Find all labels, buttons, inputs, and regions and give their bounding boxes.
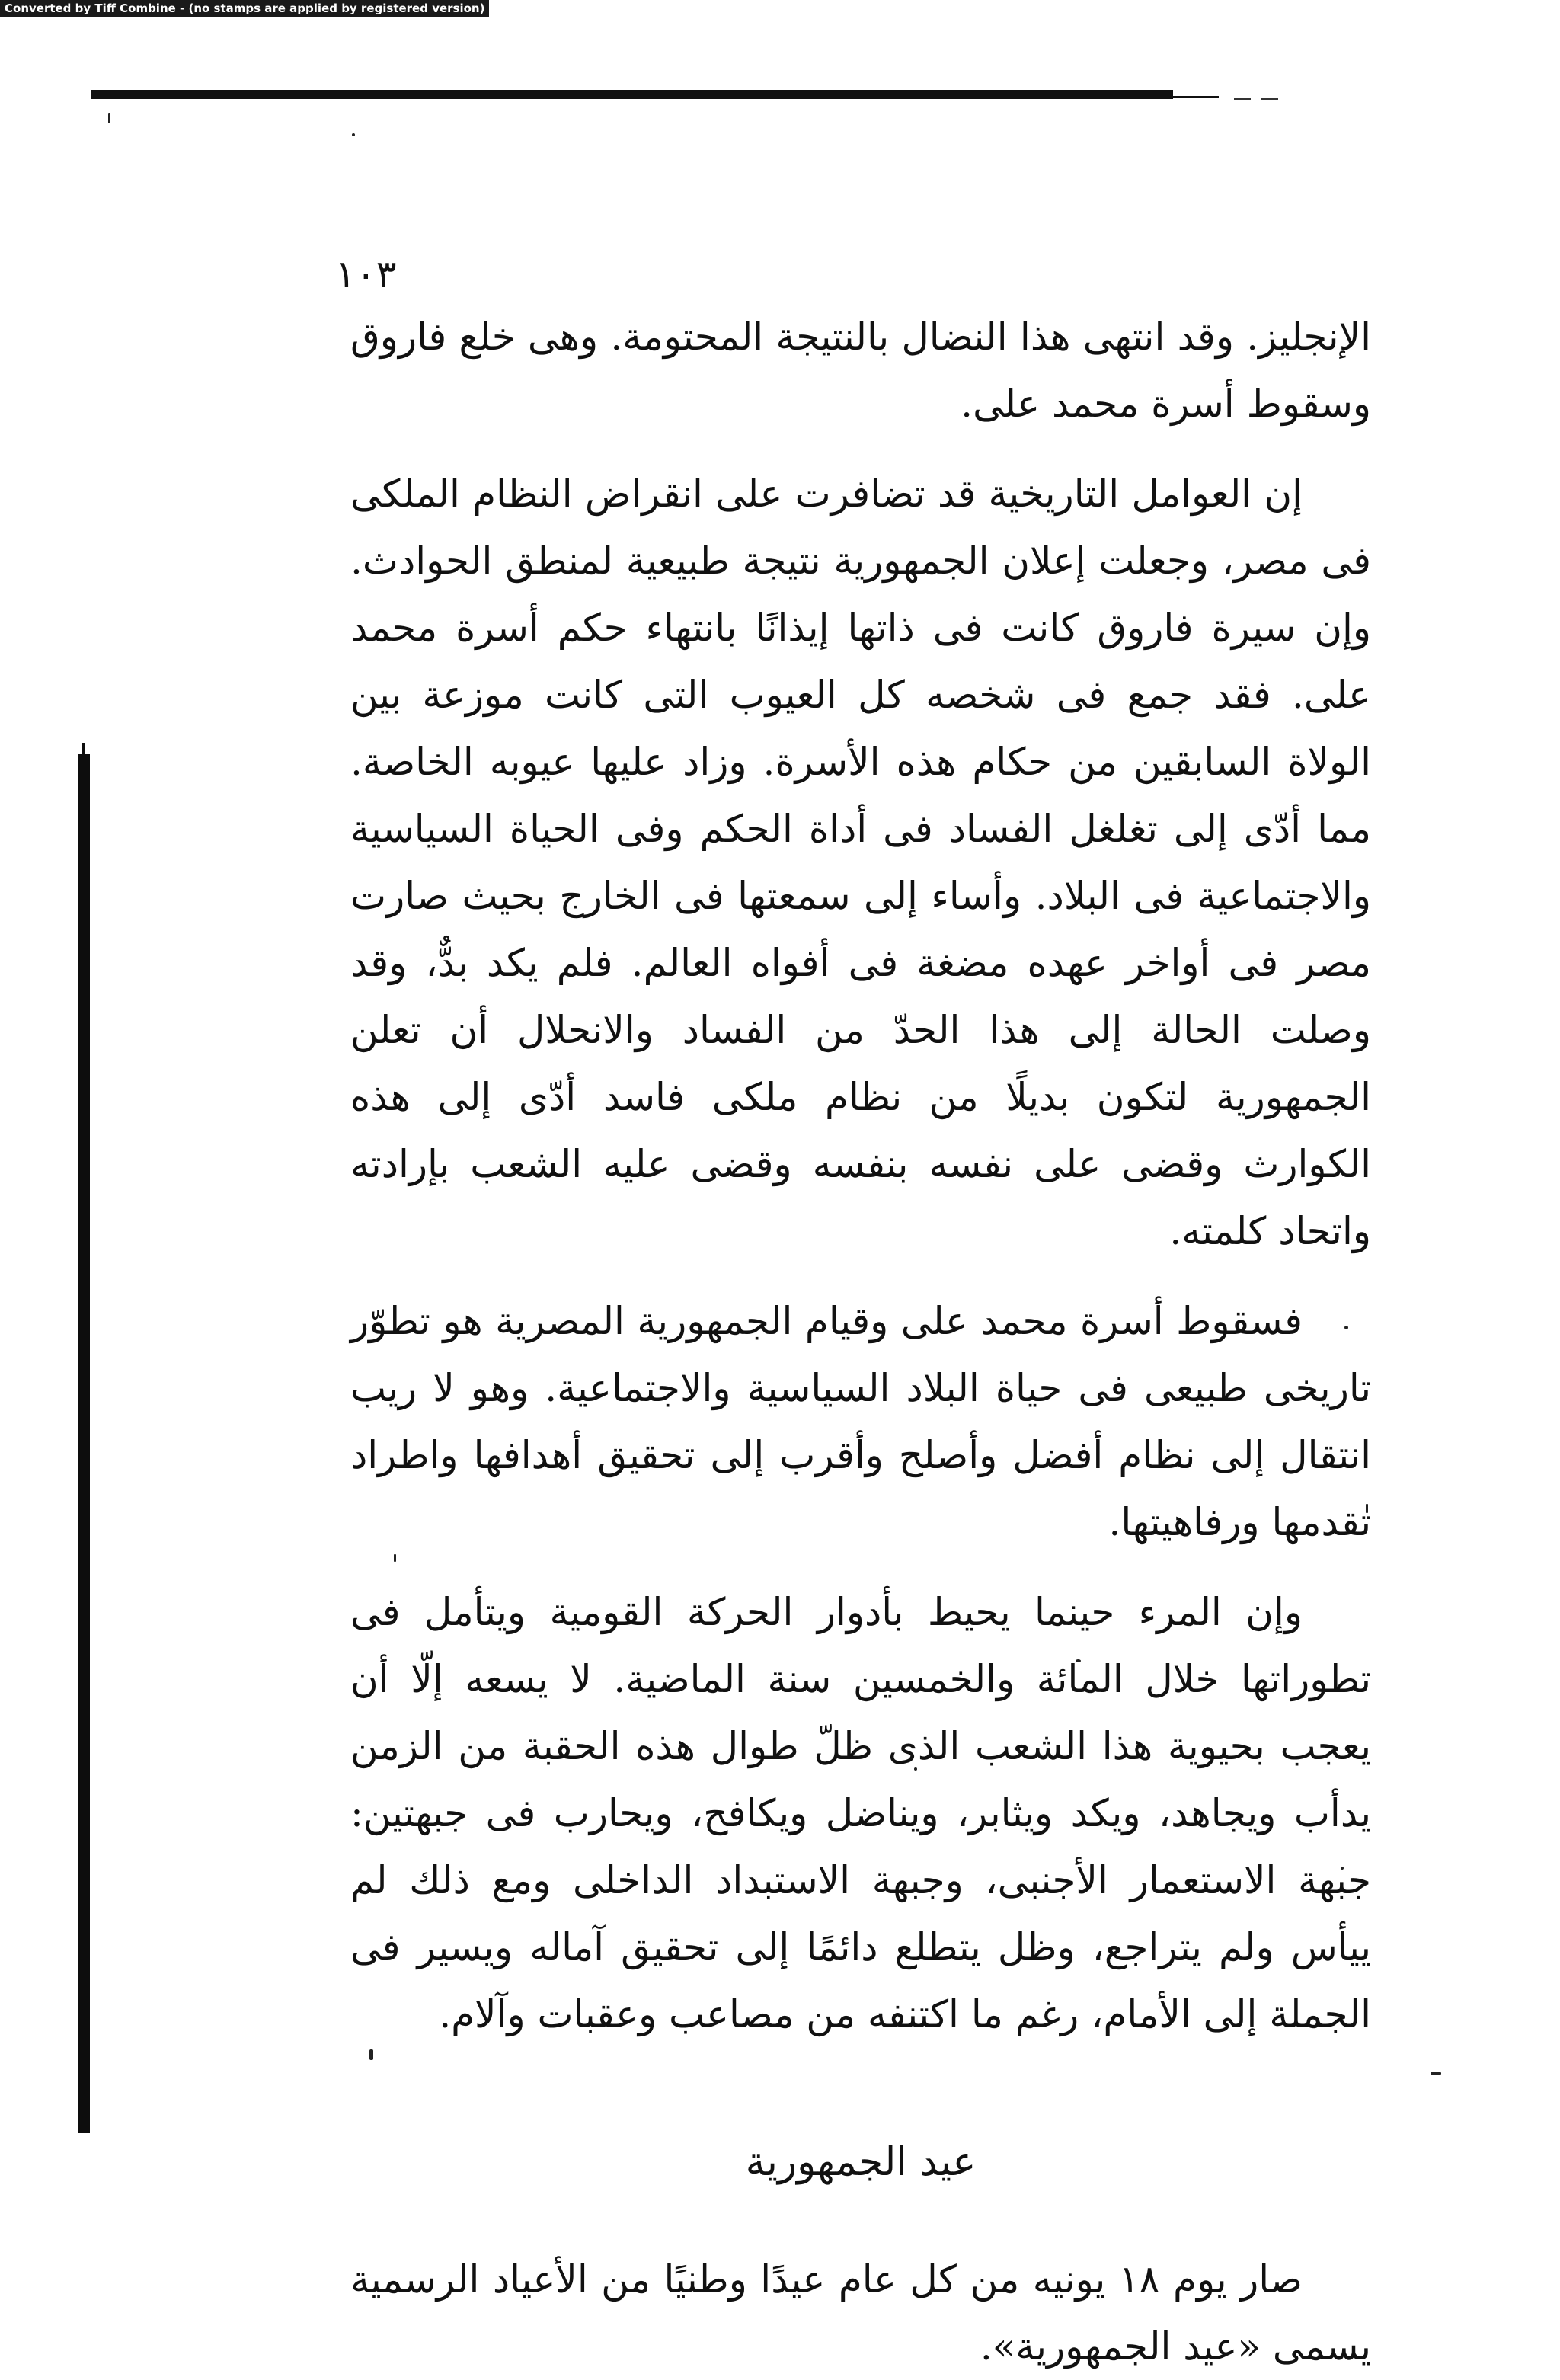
paragraph: وإن المرء حينما يحيط بأدوار الحركة القومية ويتأمل فى تطوراتها خلال المائة والخمسين سنة الماضية. لا يسعه إلّا أن يعجب بحيوية هذا الشعب الذى ظلّ طوال هذه الحقبة من الزمن يدأب ويجاهد، ويكد ويثابر، ويناضل ويكافح، ويحارب فى جبهتين: جبهة الاستعمار الأجنبى، وجبهة الاستبداد الداخلى ومع ذلك لم ييأس ولم يتراجع، وظل يتطلع دائمًا إلى تحقيق آماله ويسير فى الجملة إلى الأمام، رغم ما اكتنفه من مصاعب وعقبات وآلام. <box>350 1590 1371 2036</box>
top-border-rule <box>91 90 1173 99</box>
section-heading: عيد الجمهورية <box>745 2139 977 2185</box>
top-border-dash <box>1234 98 1251 100</box>
scan-speck <box>352 133 355 136</box>
page-body <box>350 303 1371 2380</box>
page-number: ١٠٣ <box>335 252 397 296</box>
top-border-dash <box>1261 98 1278 100</box>
scan-speck <box>108 113 110 123</box>
converter-watermark: Converted by Tiff Combine - (no stamps are applied by registered version) <box>0 0 489 17</box>
paragraph: صار يوم ١٨ يونيه من كل عام عيدًا وطنيًا من الأعياد الرسمية يسمى «عيد الجمهورية». <box>350 2257 1371 2369</box>
paragraph: فسقوط أسرة محمد على وقيام الجمهورية المصرية هو تطوّر تاريخى طبيعى فى حياة البلاد السياسية والاجتماعية. وهو لا ريب انتقال إلى نظام أفضل وأصلح وأقرب إلى تحقيق أهدافها واطراد تقدمها ورفاهيتها. <box>350 1299 1371 1544</box>
paragraph: إن العوامل التاريخية قد تضافرت على انقراض النظام الملكى فى مصر، وجعلت إعلان الجمهورية نتيجة طبيعية لمنطق الحوادث. وإن سيرة فاروق كانت فى ذاتها إيذانًا بانتهاء حكم أسرة محمد على. فقد جمع فى شخصه كل العيوب التى كانت موزعة بين الولاة السابقين من حكام هذه الأسرة. وزاد عليها عيوبه الخاصة. مما أدّى إلى تغلغل الفساد فى أداة الحكم وفى الحياة السياسية والاجتماعية فى البلاد. وأساء إلى سمعتها فى الخارج بحيث صارت مصر فى أواخر عهده مضغة فى أفواه العالم. فلم يكد بدٌّ، وقد وصلت الحالة إلى هذا الحدّ من الفساد والانحلال أن تعلن الجمهورية لتكون بديلًا من نظام ملكى فاسد أدّى إلى هذه الكوارث وقضى على نفسه بنفسه وقضى عليه الشعب بإرادته واتحاد كلمته. <box>350 472 1371 1253</box>
scan-speck <box>1431 2072 1441 2075</box>
top-border-rule-tail <box>1143 96 1219 98</box>
paragraph-continued: الإنجليز. وقد انتهى هذا النضال بالنتيجة المحتومة. وهى خلع فاروق وسقوط أسرة محمد على. <box>350 315 1371 426</box>
left-scan-edge-bar <box>78 754 90 2133</box>
